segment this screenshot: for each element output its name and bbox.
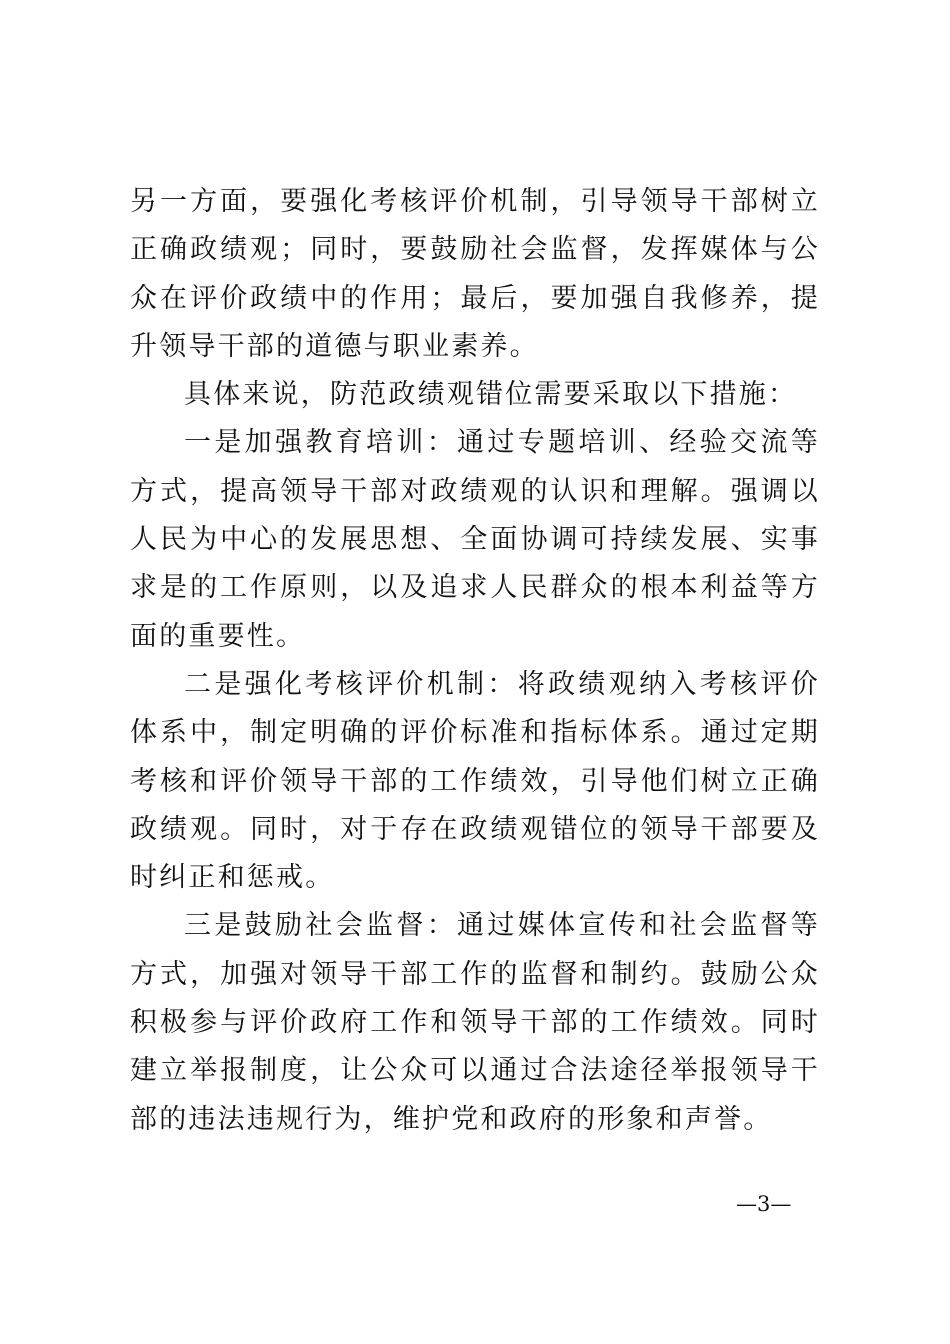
- paragraph-continuation: 另一方面，要强化考核评价机制，引导领导干部树立正确政绩观；同时，要鼓励社会监督，发挥媒体与公众在评价政绩中的作用；最后，要加强自我修养，提升领导干部的道德与职业素养。: [130, 186, 820, 362]
- paragraph-measure-evaluation: 二是强化考核评价机制：将政绩观纳入考核评价体系中，制定明确的评价标准和指标体系。通过定期考核和评价领导干部的工作绩效，引导他们树立正确政绩观。同时，对于存在政绩观错位的领导干部要及时纠正和惩戒。: [130, 668, 820, 894]
- paragraph-measure-education: 一是加强教育培训：通过专题培训、经验交流等方式，提高领导干部对政绩观的认识和理解。强调以人民为中心的发展思想、全面协调可持续发展、实事求是的工作原则，以及追求人民群众的根本利益等方面的重要性。: [130, 427, 820, 652]
- paragraph-measure-supervision: 三是鼓励社会监督：通过媒体宣传和社会监督等方式，加强对领导干部工作的监督和制约。鼓励公众积极参与评价政府工作和领导干部的工作绩效。同时建立举报制度，让公众可以通过合法途径举报领导干部的违法违规行为，维护党和政府的形象和声誉。: [130, 910, 820, 1135]
- paragraph-measures-intro: 具体来说，防范政绩观错位需要采取以下措施：: [184, 379, 798, 411]
- document-body: [130, 178, 820, 1144]
- page-number: —3—: [736, 1192, 792, 1216]
